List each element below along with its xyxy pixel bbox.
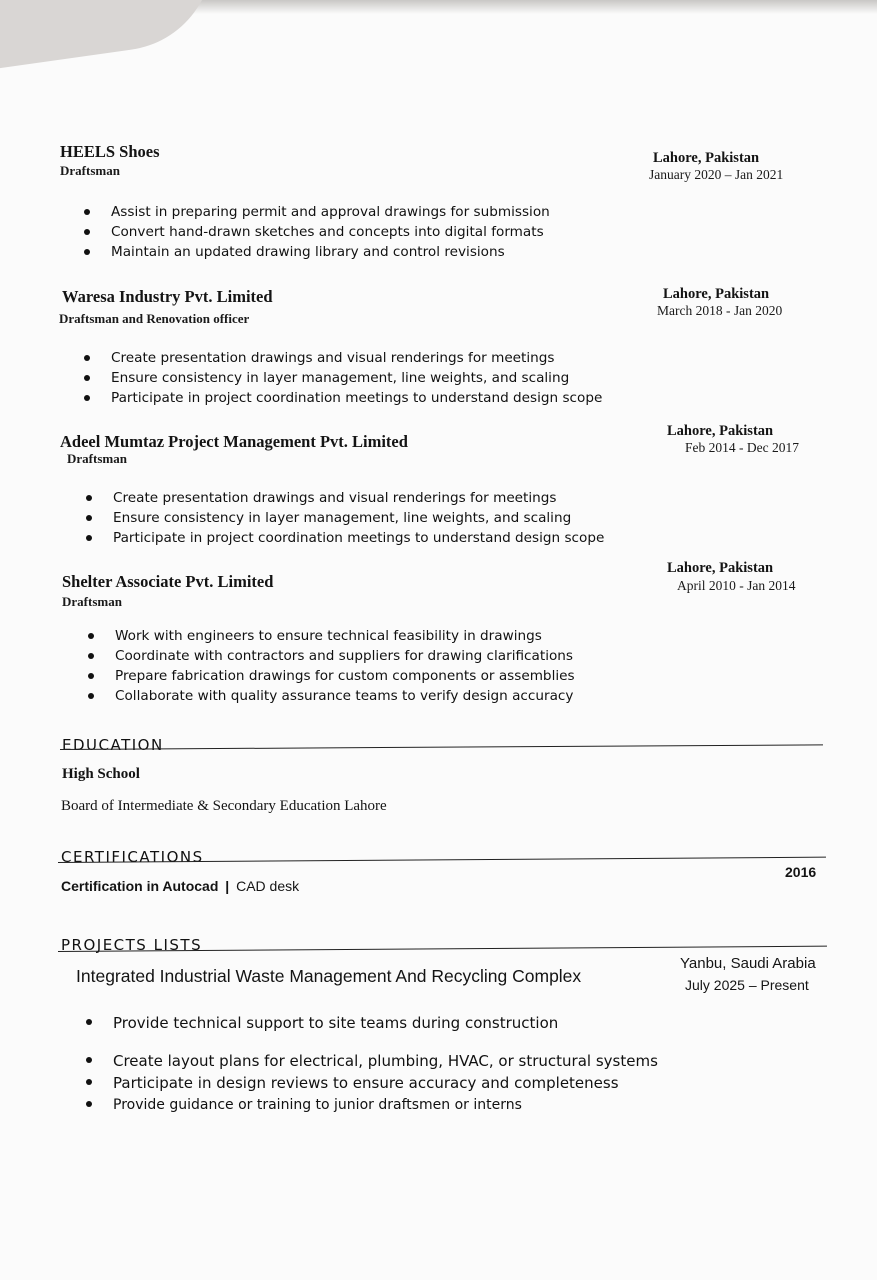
certification-provider: CAD desk [236,878,300,894]
job-location: Lahore, Pakistan [667,423,774,439]
list-item: Provide technical support to site teams during construction [86,1012,658,1034]
job-dates: April 2010 - Jan 2014 [677,578,796,593]
section-heading: PROJECTS LISTS [61,936,203,954]
section-heading: EDUCATION [62,736,164,754]
list-item: Ensure consistency in layer management, line weights, and scaling [86,508,604,528]
project-location: Yanbu, Saudi Arabia [680,955,816,972]
certification-line [61,878,299,894]
certification-year: 2016 [785,864,817,880]
folded-corner [0,0,225,73]
list-item: Provide guidance or training to junior draftsmen or interns [86,1094,658,1116]
company-name: Shelter Associate Pvt. Limited [62,572,274,591]
job-location: Lahore, Pakistan [653,150,760,166]
list-item: Convert hand-drawn sketches and concepts into digital formats [84,222,550,242]
company-name: HEELS Shoes [60,142,160,161]
education-board: Board of Intermediate & Secondary Education Lahore [61,798,387,814]
section-divider [60,744,823,750]
section-heading: CERTIFICATIONS [61,848,204,866]
company-name: Adeel Mumtaz Project Management Pvt. Limited [60,432,408,451]
job-role: Draftsman [67,451,127,466]
certification-separator: | [225,878,230,894]
list-item: Participate in design reviews to ensure accuracy and completeness [86,1072,658,1094]
job-dates: January 2020 – Jan 2021 [649,167,784,182]
list-item: Ensure consistency in layer management, line weights, and scaling [84,368,602,388]
list-item: Work with engineers to ensure technical feasibility in drawings [88,626,575,646]
job-role: Draftsman [62,594,122,609]
job-dates: Feb 2014 - Dec 2017 [685,440,799,455]
list-item: Participate in project coordination meetings to understand design scope [86,528,604,548]
job-dates: March 2018 - Jan 2020 [657,303,783,318]
list-item: Participate in project coordination meetings to understand design scope [84,388,602,408]
project-bullets [86,1012,658,1116]
job-bullets [86,488,604,548]
job-bullets [88,626,575,706]
job-role: Draftsman and Renovation officer [59,311,250,326]
list-item: Assist in preparing permit and approval drawings for submission [84,202,550,222]
list-item: Create presentation drawings and visual renderings for meetings [84,348,602,368]
project-dates: July 2025 – Present [685,977,809,993]
degree-name: High School [62,766,140,782]
job-location: Lahore, Pakistan [667,560,774,576]
list-item: Maintain an updated drawing library and control revisions [84,242,550,262]
company-name: Waresa Industry Pvt. Limited [62,287,273,306]
certification-name: Certification in Autocad [61,878,219,894]
project-title: Integrated Industrial Waste Management And Recycling Complex [76,966,582,986]
job-role: Draftsman [60,163,120,178]
list-item: Collaborate with quality assurance teams to verify design accuracy [88,686,575,706]
job-bullets [84,202,550,262]
list-item: Create presentation drawings and visual renderings for meetings [86,488,604,508]
list-item: Create layout plans for electrical, plumbing, HVAC, or structural systems [86,1050,658,1072]
list-item: Coordinate with contractors and suppliers for drawing clarifications [88,646,575,666]
job-location: Lahore, Pakistan [663,286,770,302]
job-bullets [84,348,602,408]
list-item: Prepare fabrication drawings for custom components or assemblies [88,666,575,686]
